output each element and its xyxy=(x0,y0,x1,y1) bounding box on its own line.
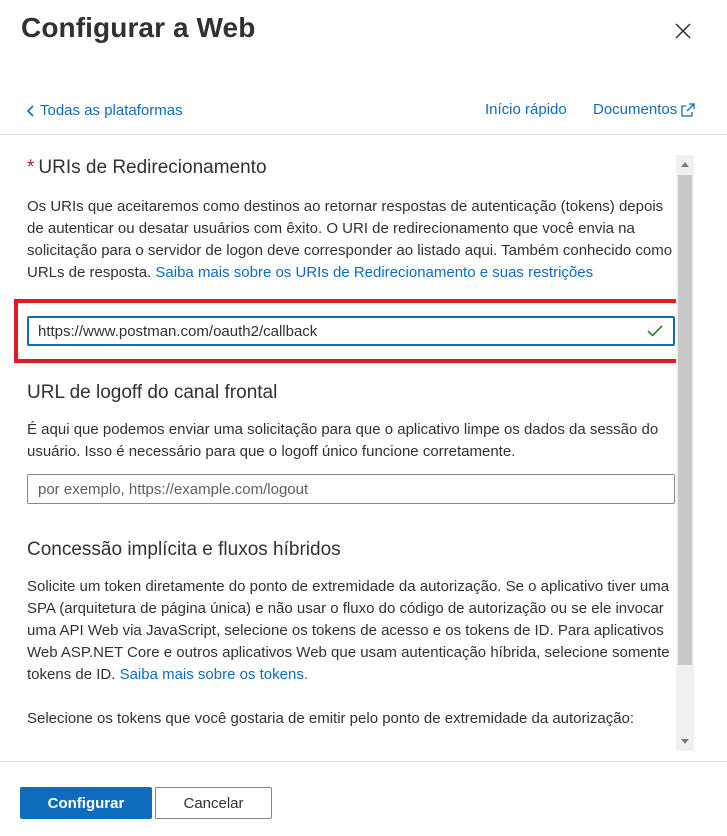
redirect-uri-value: https://www.postman.com/oauth2/callback xyxy=(38,322,318,340)
implicit-grant-title: Concessão implícita e fluxos híbridos xyxy=(27,539,341,560)
token-select-prompt: Selecione os tokens que você gostaria de emitir pelo ponto de extremidade da autorização: xyxy=(27,710,635,727)
scroll-content[interactable] xyxy=(0,135,700,759)
configure-button[interactable]: Configurar xyxy=(20,787,152,819)
scroll-thumb[interactable] xyxy=(678,175,692,665)
redirect-uris-title xyxy=(27,157,267,179)
redirect-uris-description-text: Os URIs que aceitaremos como destinos ao retornar respostas de autenticação (tokens) depois de autenticar ou desatar usuários com êxito. O URI de redirecionamento que você envia na solicitação para o servidor de logon deve corresponder ao listado aqui. Também conhecido como URLs de resposta. xyxy=(27,198,673,281)
back-link-label: Todas as plataformas xyxy=(40,102,183,119)
redirect-uris-learn-more-link[interactable]: Saiba mais sobre os URIs de Redirecionamento e suas restrições xyxy=(155,264,594,281)
scroll-up-button[interactable] xyxy=(676,155,694,173)
external-link-icon xyxy=(680,102,696,118)
page-title: Configurar a Web xyxy=(21,12,256,43)
logout-url-input[interactable] xyxy=(27,474,675,504)
vertical-scrollbar[interactable] xyxy=(676,155,694,751)
redirect-uri-input[interactable] xyxy=(27,316,675,346)
redirect-uris-title-text: URIs de Redirecionamento xyxy=(38,157,267,178)
logout-url-title: URL de logoff do canal frontal xyxy=(27,382,278,403)
docs-link[interactable] xyxy=(593,101,696,118)
chevron-left-icon xyxy=(26,104,36,118)
back-link[interactable] xyxy=(26,102,183,119)
quickstart-link[interactable]: Início rápido xyxy=(485,101,567,118)
caret-down-icon xyxy=(681,739,689,745)
scroll-down-button[interactable] xyxy=(676,733,694,751)
implicit-grant-description xyxy=(27,576,675,686)
required-marker: * xyxy=(27,157,35,178)
caret-up-icon xyxy=(681,161,689,167)
footer xyxy=(0,761,727,836)
checkmark-icon xyxy=(646,322,664,340)
logout-url-description: É aqui que podemos enviar uma solicitação para que o aplicativo limpe os dados da sessão do usuário. Isso é necessário para que o logoff único funcione corretamente. xyxy=(27,421,659,460)
close-button[interactable] xyxy=(668,16,698,46)
docs-link-label: Documentos xyxy=(593,101,678,118)
redirect-uris-description xyxy=(27,196,675,284)
tokens-learn-more-link[interactable]: Saiba mais sobre os tokens. xyxy=(119,666,308,683)
implicit-grant-description-text: Solicite um token diretamente do ponto de extremidade da autorização. Se o aplicativo tiver uma SPA (arquitetura de página única) e não usar o fluxo do código de autorização ou se ele invocar uma API Web via JavaScript, selecione os tokens de acesso e os tokens de ID. Para aplicativos Web ASP.NET Core e outros aplicativos Web que usam autenticação híbrida, selecione somente tokens de ID. xyxy=(27,578,670,683)
close-icon[interactable] xyxy=(674,22,692,40)
nav-row xyxy=(0,98,727,135)
cancel-button[interactable]: Cancelar xyxy=(155,787,272,819)
logout-url-placeholder: por exemplo, https://example.com/logout xyxy=(38,480,309,498)
